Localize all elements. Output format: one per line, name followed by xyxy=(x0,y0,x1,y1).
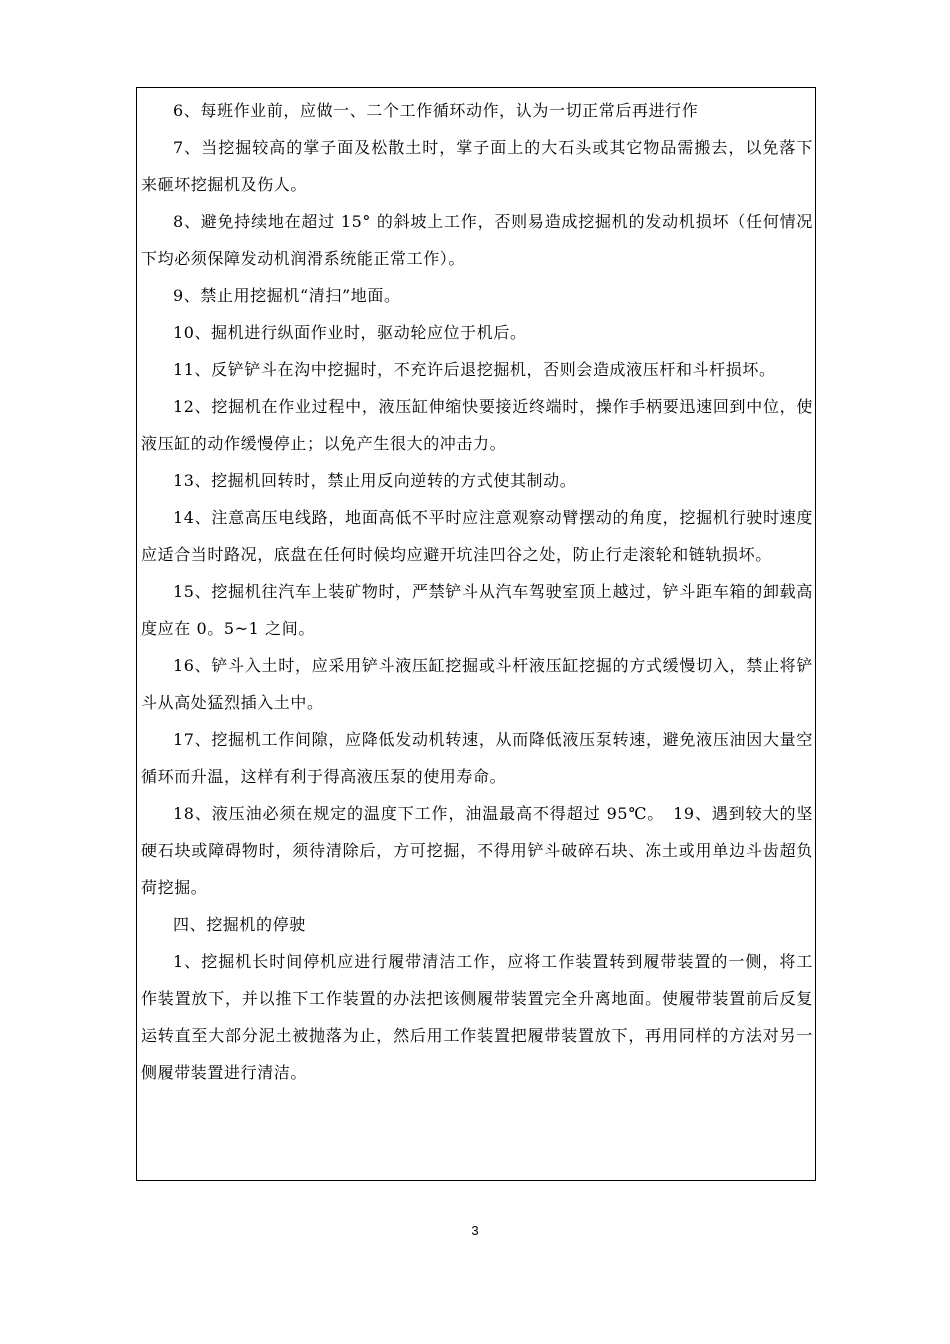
paragraph-item-12: 12、挖掘机在作业过程中，液压缸伸缩快要接近终端时，操作手柄要迅速回到中位，使液压缸的动作缓慢停止；以免产生很大的冲击力。 xyxy=(141,397,813,453)
paragraph-item-10: 10、掘机进行纵面作业时，驱动轮应位于机后。 xyxy=(173,323,527,342)
paragraph-item-17: 17、挖掘机工作间隙，应降低发动机转速，从而降低液压泵转速，避免液压油因大量空循环而升温，这样有利于得高液压泵的使用寿命。 xyxy=(141,730,813,786)
paragraph-item-8: 8、避免持续地在超过 15° 的斜坡上工作，否则易造成挖掘机的发动机损坏（任何情况下均必须保障发动机润滑系统能正常工作）。 xyxy=(141,212,813,268)
paragraph-item-stop-1: 1、挖掘机长时间停机应进行履带清洁工作，应将工作装置转到履带装置的一侧，将工作装置放下，并以推下工作装置的办法把该侧履带装置完全升离地面。使履带装置前后反复运转直至大部分泥土被抛落为止，然后用工作装置把履带装置放下，再用同样的方法对另一侧履带装置进行清洁。 xyxy=(141,952,813,1082)
paragraph-item-18-19: 18、液压油必须在规定的温度下工作，油温最高不得超过 95℃。 19、遇到较大的坚硬石块或障碍物时，须待清除后，方可挖掘，不得用铲斗破碎石块、冻土或用单边斗齿超负荷挖掘。 xyxy=(141,804,813,897)
content-text-area xyxy=(141,92,813,1091)
paragraph-item-6: 6、每班作业前，应做一、二个工作循环动作，认为一切正常后再进行作 xyxy=(173,101,699,120)
paragraph-item-14: 14、注意高压电线路，地面高低不平时应注意观察动臂摆动的角度，挖掘机行驶时速度应适合当时路况，底盘在任何时候均应避开坑洼凹谷之处，防止行走滚轮和链轨损坏。 xyxy=(141,508,813,564)
page-number: 3 xyxy=(471,1223,479,1238)
paragraph-item-13: 13、挖掘机回转时，禁止用反向逆转的方式使其制动。 xyxy=(173,471,577,490)
paragraph-item-16: 16、铲斗入土时，应采用铲斗液压缸挖掘或斗杆液压缸挖掘的方式缓慢切入，禁止将铲斗从高处猛烈插入土中。 xyxy=(141,656,813,712)
paragraph-item-11: 11、反铲铲斗在沟中挖掘时，不充许后退挖掘机，否则会造成液压杆和斗杆损坏。 xyxy=(173,360,776,379)
paragraph-item-7: 7、当挖掘较高的掌子面及松散土时，掌子面上的大石头或其它物品需搬去，以免落下来砸坏挖掘机及伤人。 xyxy=(141,138,813,194)
paragraph-item-15: 15、挖掘机往汽车上装矿物时，严禁铲斗从汽车驾驶室顶上越过，铲斗距车箱的卸载高度应在 0。5~1 之间。 xyxy=(141,582,813,638)
paragraph-item-9: 9、禁止用挖掘机“清扫”地面。 xyxy=(173,286,401,305)
section-heading-stop: 四、挖掘机的停驶 xyxy=(173,915,306,934)
